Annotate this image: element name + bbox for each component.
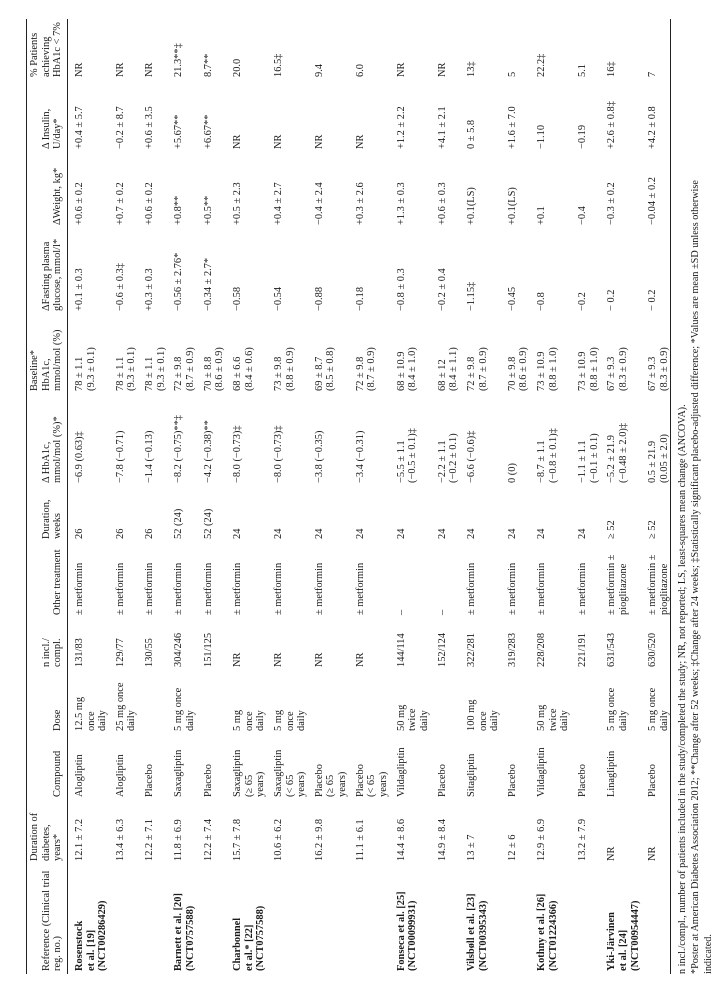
table-cell: 21.3**‡	[173, 43, 185, 77]
table-cell: Placebo	[436, 764, 448, 797]
table-row	[460, 19, 501, 974]
header-n-incl: n incl./ compl.	[40, 638, 64, 667]
table-cell: 52 (24)	[173, 508, 185, 539]
table-cell: −0.58	[231, 286, 243, 311]
table-cell: 72 ± 9.8 (8.7 ± 0.9)	[465, 347, 489, 391]
table-cell: Saxagliptin (< 65 years)	[272, 749, 308, 797]
table-cell: Vildagliptin	[395, 747, 407, 797]
table-cell	[571, 670, 600, 734]
table-cell: +0.1(LS)	[465, 187, 477, 225]
table-cell: 13.4 ± 6.3	[114, 818, 126, 861]
table-cell: 26	[73, 528, 85, 539]
table-cell: NR	[647, 846, 659, 861]
table-row	[308, 19, 349, 974]
table-cell: +0.4 ± 2.7	[272, 182, 284, 225]
table-cell: 26	[114, 528, 126, 539]
table-cell: −0.8	[536, 292, 548, 311]
table-cell: −3.8 (−0.35)	[313, 430, 325, 483]
table-cell: ± metformin	[231, 562, 243, 615]
table-cell: 12.5 mg once daily	[73, 696, 109, 731]
table-cell-reference	[431, 864, 460, 974]
table-cell: Placebo	[576, 764, 588, 797]
table-cell	[431, 670, 460, 734]
table-cell: 22.2‡	[536, 53, 548, 77]
table-row	[349, 19, 390, 974]
table-cell: NR	[272, 652, 284, 667]
table-cell: NR	[313, 652, 325, 667]
table-row	[431, 19, 460, 974]
table-cell: Placebo	[144, 764, 156, 797]
table-cell: +0.6 ± 0.2	[144, 182, 156, 225]
table-cell: –	[395, 609, 407, 615]
table-cell: −0.4 ± 2.4	[313, 182, 325, 225]
table-cell: ± metformin	[73, 562, 85, 615]
table-cell: 12.2 ± 7.1	[144, 818, 156, 861]
table-cell-reference: Fonseca et al. [25] (NCT00099931)	[395, 891, 419, 971]
table-cell: 5 mg once daily	[606, 687, 629, 731]
table-cell: +4.1 ± 2.1	[436, 106, 448, 149]
table-cell: −1.10	[536, 124, 548, 149]
table-cell: −0.3 ± 0.2	[606, 182, 618, 225]
table-cell: +1.3 ± 0.3	[395, 182, 407, 225]
table-cell: 69 ± 8.7 (8.5 ± 0.8)	[313, 347, 337, 391]
table-cell: NR	[144, 62, 156, 77]
table-cell: −3.4 (−0.31)	[354, 430, 366, 483]
header-other-treatment: Other treatment	[52, 549, 64, 615]
footnote-continued: indicated.	[703, 934, 714, 974]
table-row	[109, 19, 138, 974]
table-cell: +0.7 ± 0.2	[114, 182, 126, 225]
header-baseline-hba1c: Baseline* HbA1c, mmol/mol (%)	[29, 329, 64, 391]
table-cell	[197, 670, 226, 734]
table-cell-reference: Yki-Järvinen et al. [24] (NCT00954447)	[606, 900, 641, 971]
table-cell: ± metformin	[313, 562, 325, 615]
footnote-symbols: *Poster at American Diabetes Association 2012; **Change after 52 weeks; ‡Change after 24 weeks; ‡Statistically significant placebo-adjusted difference; *Values are mean ±SD unless otherwise	[690, 180, 701, 974]
table-cell: −0.45	[506, 286, 518, 311]
table-cell: NR	[313, 134, 325, 149]
table-cell: +0.8**	[173, 195, 185, 225]
table-cell-reference	[308, 864, 349, 974]
table-cell: Alogliptin	[114, 754, 126, 797]
table-cell: −8.0 (−0.73)‡	[272, 425, 284, 483]
table-cell: 0.5 ± 21.9 (0.05 ± 2.0)	[647, 434, 670, 483]
table-cell: −5.5 ± 1.1 (−0.5 ± 0.1)‡	[395, 428, 419, 483]
table-cell: −1.1 ± 1.1 (−0.1 ± 0.1)	[576, 433, 600, 483]
table-cell: +1.2 ± 2.2	[395, 106, 407, 149]
table-cell: ± metformin	[114, 562, 126, 615]
table-cell: −4.2 (−0.38)**	[202, 420, 214, 483]
table-row	[226, 19, 267, 974]
table-cell: 67 ± 9.3 (8.3 ± 0.9)	[606, 347, 629, 391]
table-cell: 319/283	[506, 632, 518, 667]
table-cell: 14.9 ± 8.4	[436, 818, 448, 861]
table-cell: +0.3 ± 2.6	[354, 182, 366, 225]
table-row	[600, 19, 641, 974]
table-cell: Saxagliptin	[173, 749, 185, 797]
table-cell: Placebo (≥ 65 years)	[313, 764, 349, 797]
table-cell: −8.0 (−0.73)‡	[231, 425, 243, 483]
table-cell: −0.2	[576, 292, 588, 311]
table-cell: 15.7 ± 7.8	[231, 818, 243, 861]
table-cell: 67 ± 9.3 (8.3 ± 0.9)	[647, 347, 670, 391]
table-cell: 13‡	[465, 61, 477, 77]
table-cell: −2.2 ± 1.1 (−0.2 ± 0.1)	[436, 433, 460, 483]
table-cell: −6.9 (0.63)‡	[73, 431, 85, 483]
table-cell: +0.6 ± 0.3	[436, 182, 448, 225]
table-cell: –	[436, 609, 448, 615]
table-cell: 24	[231, 528, 243, 539]
clinical-trials-table	[26, 19, 671, 974]
table-cell: 78 ± 1.1 (9.3 ± 0.1)	[73, 347, 97, 391]
table-cell-reference	[641, 864, 671, 974]
table-cell: +5.67**	[173, 114, 185, 149]
table-cell: 73 ± 10.9 (8.8 ± 1.0)	[536, 347, 559, 391]
table-cell: 52 (24)	[202, 508, 214, 539]
table-cell: Vildagliptin	[536, 747, 548, 797]
table-cell: 73 ± 10.9 (8.8 ± 1.0)	[576, 347, 600, 391]
table-cell: Saxagliptin (≥ 65 years)	[231, 749, 267, 797]
table-cell: 70 ± 9.8 (8.6 ± 0.9)	[506, 347, 530, 391]
table-cell: +2.6 ± 0.8‡	[606, 101, 618, 149]
table-cell	[349, 670, 390, 734]
table-row	[571, 19, 600, 974]
table-cell: −8.7 ± 1.1 (−0.8 ± 0.1)‡	[536, 428, 559, 483]
table-cell: 9.4	[313, 64, 325, 77]
table-cell: NR	[436, 62, 448, 77]
table-cell: 12.1 ± 7.2	[73, 818, 85, 861]
table-cell: 16‡	[606, 61, 618, 77]
table-cell-reference: Barnett et al. [20] (NCT0757588)	[173, 893, 197, 971]
table-cell: 24	[436, 528, 448, 539]
table-cell: 24	[465, 528, 477, 539]
table-cell-reference	[501, 864, 530, 974]
header-compound: Compound	[52, 750, 64, 797]
table-cell: NR	[73, 62, 85, 77]
table-cell: −0.2 ± 8.7	[114, 106, 126, 149]
table-cell: ≥ 52	[606, 520, 618, 539]
table-cell: ± metformin	[272, 562, 284, 615]
table-cell: −7.8 (−0.71)	[114, 430, 126, 483]
table-cell: 100 mg once daily	[465, 699, 501, 731]
table-cell: NR	[231, 652, 243, 667]
table-cell: NR	[606, 846, 618, 861]
table-cell: +0.1(LS)	[506, 187, 518, 225]
table-cell: 24	[576, 528, 588, 539]
table-cell: ± metformin	[202, 562, 214, 615]
table-cell: NR	[114, 62, 126, 77]
table-cell: 13.2 ± 7.9	[576, 818, 588, 861]
table-cell-reference	[349, 864, 390, 974]
table-cell: 10.6 ± 6.2	[272, 818, 284, 861]
table-cell: 152/124	[436, 632, 448, 667]
header-reference: Reference (Clinical trial reg. no.)	[40, 870, 64, 971]
table-cell: −0.56 ± 2.76*	[173, 252, 185, 311]
table-cell: 24	[272, 528, 284, 539]
table-cell: Linagliptin	[606, 750, 618, 797]
table-cell	[501, 670, 530, 734]
table-cell: +0.6 ± 3.5	[144, 106, 156, 149]
table-cell: −8.2 (−0.75)**‡	[173, 415, 185, 483]
table-row	[197, 19, 226, 974]
table-cell: 70 ± 8.8 (8.6 ± 0.9)	[202, 347, 226, 391]
table-row	[501, 19, 530, 974]
table-cell: 68 ± 12 (8.4 ± 1.1)	[436, 347, 460, 391]
table-cell: ± metformin	[465, 562, 477, 615]
table-cell: Sitagliptin	[465, 753, 477, 797]
table-cell: +1.6 ± 7.0	[506, 106, 518, 149]
table-cell: 5 mg once daily	[272, 709, 308, 731]
table-cell-reference	[109, 864, 138, 974]
table-cell: 5 mg once daily	[231, 709, 267, 731]
footnote-abbreviations: n incl./compl., number of patients included in the study/completed the study; NR, not reported; LS, least-squares mean change (ANCOVA).	[677, 404, 688, 974]
header-delta-fpg: ΔFasting plasma glucose, mmol/l*	[40, 238, 64, 311]
table-cell: −0.18	[354, 286, 366, 311]
header-duration-diabetes: Duration of diabetes, years*	[29, 812, 64, 861]
table-cell: ≥ 52	[647, 520, 659, 539]
table-cell: −0.88	[313, 286, 325, 311]
table-cell: −0.6 ± 0.3‡	[114, 263, 126, 311]
table-cell: − 0.2	[647, 289, 659, 311]
table-cell-reference: Charbonnel et al.* [22] (NCT0757588)	[231, 905, 267, 971]
header-delta-weight: ΔWeight, kg*	[52, 167, 64, 225]
header-patients-target: % Patients achieving HbA1c < 7%	[29, 22, 64, 77]
table-cell: −0.8 ± 0.3	[395, 268, 407, 311]
table-cell: 5	[506, 71, 518, 77]
table-cell: 50 mg twice daily	[536, 704, 571, 731]
table-cell: ± metformin	[506, 562, 518, 615]
table-cell: −0.19	[576, 124, 588, 149]
table-cell: Alogliptin	[73, 754, 85, 797]
table-cell: 11.1 ± 6.1	[354, 819, 366, 861]
table-cell: 7	[647, 71, 659, 77]
table-cell: 24	[536, 528, 548, 539]
table-cell: 11.8 ± 6.9	[173, 819, 185, 861]
table-cell: 12 ± 6	[506, 834, 518, 861]
table-cell: +0.1	[536, 206, 548, 225]
table-header-row	[27, 19, 68, 974]
table-cell-reference	[571, 864, 600, 974]
table-cell: ± metformin ± pioglitazone	[647, 554, 670, 615]
table-cell	[138, 670, 167, 734]
table-cell: 20.0	[231, 58, 243, 77]
table-cell: 130/55	[144, 638, 156, 667]
header-delta-hba1c: Δ HbA1c, mmol/mol (%)*	[40, 416, 64, 483]
table-cell: 8.7**	[202, 53, 214, 77]
table-cell: 5.1	[576, 64, 588, 77]
table-cell: 25 mg once daily	[114, 682, 138, 731]
table-cell: −5.2 ± 21.9 (−0.48 ± 2.0)‡	[606, 422, 629, 483]
table-row	[67, 19, 108, 974]
table-cell: 221/191	[576, 632, 588, 667]
table-row	[390, 19, 431, 974]
table-cell: 24	[506, 528, 518, 539]
header-dose: Dose	[52, 709, 64, 731]
table-cell: NR	[395, 62, 407, 77]
table-cell: ± metformin	[536, 562, 548, 615]
table-cell-reference	[138, 864, 167, 974]
table-cell: −1.4 (−0.13)	[144, 430, 156, 483]
header-duration-weeks: Duration, weeks	[40, 499, 64, 539]
table-cell: −1.15‡	[465, 281, 477, 311]
table-cell: 6.0	[354, 64, 366, 77]
table-cell: +0.4 ± 5.7	[73, 106, 85, 149]
table-cell: ± metformin	[144, 562, 156, 615]
table-row	[167, 19, 196, 974]
table-cell: 24	[395, 528, 407, 539]
table-cell: 129/77	[114, 638, 126, 667]
table-cell: 322/281	[465, 632, 477, 667]
table-row	[267, 19, 308, 974]
table-cell	[308, 670, 349, 734]
table-cell: 304/246	[173, 632, 185, 667]
table-cell: ± metformin ± pioglitazone	[606, 554, 629, 615]
table-cell: 68 ± 10.9 (8.4 ± 1.0)	[395, 347, 419, 391]
table-cell: 5 mg once daily	[173, 687, 197, 731]
table-cell: NR	[231, 134, 243, 149]
header-delta-insulin: Δ Insulin, U/day*	[40, 108, 64, 149]
table-cell: 24	[313, 528, 325, 539]
table-cell: 144/114	[395, 633, 407, 667]
table-cell: 16.2 ± 9.8	[313, 818, 325, 861]
table-cell: 78 ± 1.1 (9.3 ± 0.1)	[114, 347, 138, 391]
table-cell: −0.2 ± 0.4	[436, 268, 448, 311]
table-cell: 72 ± 9.8 (8.7 ± 0.9)	[173, 347, 197, 391]
table-cell: Placebo (< 65 years)	[354, 764, 390, 797]
table-cell: 131/83	[73, 638, 85, 667]
table-cell-reference: Kothny et al. [26] (NCT01224366)	[536, 893, 559, 971]
table-cell: 50 mg twice daily	[395, 704, 430, 731]
table-cell: −0.4	[576, 206, 588, 225]
table-cell: ± metformin	[173, 562, 185, 615]
table-cell: Placebo	[647, 764, 659, 797]
table-cell: +0.1 ± 0.3	[73, 268, 85, 311]
table-cell: 12.2 ± 7.4	[202, 818, 214, 861]
table-cell: 72 ± 9.8 (8.7 ± 0.9)	[354, 347, 378, 391]
table-cell: NR	[272, 134, 284, 149]
table-cell: 0 (0)	[506, 463, 518, 483]
table-cell: 5 mg once daily	[647, 687, 670, 731]
table-cell: 630/520	[647, 632, 659, 667]
table-cell: +0.6 ± 0.2	[73, 182, 85, 225]
table-cell: −6.6 (−0.6)‡	[465, 430, 477, 483]
table-cell: 228/208	[536, 632, 548, 667]
table-cell: 68 ± 6.6 (8.4 ± 0.6)	[231, 347, 255, 391]
table-cell: Placebo	[506, 764, 518, 797]
table-cell: +0.5 ± 2.3	[231, 182, 243, 225]
table-cell: 14.4 ± 8.6	[395, 818, 407, 861]
table-cell-reference: Vilsbøll et al. [23] (NCT00395343)	[465, 893, 489, 971]
table-row	[530, 19, 571, 974]
table-cell: 26	[144, 528, 156, 539]
table-cell: 73 ± 9.8 (8.8 ± 0.9)	[272, 347, 296, 391]
table-cell: 13 ± 7	[465, 834, 477, 861]
table-cell-reference: Rosenstock et al. [19] (NCT00286429)	[73, 900, 109, 971]
table-row	[138, 19, 167, 974]
table-cell: ± metformin	[576, 562, 588, 615]
table-cell: ± metformin	[354, 562, 366, 615]
table-cell: NR	[354, 652, 366, 667]
table-cell: 78 ± 1.1 (9.3 ± 0.1)	[144, 347, 167, 391]
table-cell: +0.5**	[202, 195, 214, 225]
table-cell: 151/125	[202, 632, 214, 667]
table-cell-reference	[267, 864, 308, 974]
table-cell: +6.67**	[202, 114, 214, 149]
table-cell: 631/543	[606, 632, 618, 667]
table-cell: NR	[354, 134, 366, 149]
table-cell-reference	[197, 864, 226, 974]
table-cell: Placebo	[202, 764, 214, 797]
table-cell: −0.54	[272, 286, 284, 311]
table-cell: −0.04 ± 0.2	[647, 177, 659, 225]
table-cell: 12.9 ± 6.9	[536, 818, 548, 861]
table-cell: +0.3 ± 0.3	[144, 268, 156, 311]
table-cell: −0.34 ± 2.7*	[202, 257, 214, 311]
table-cell: +4.2 ± 0.8	[647, 106, 659, 149]
table-cell: 0 ± 5.8	[465, 119, 477, 149]
table-cell: − 0.2	[606, 289, 618, 311]
table-row	[641, 19, 671, 974]
table-cell: 24	[354, 528, 366, 539]
table-cell: 16.5‡	[272, 53, 284, 77]
